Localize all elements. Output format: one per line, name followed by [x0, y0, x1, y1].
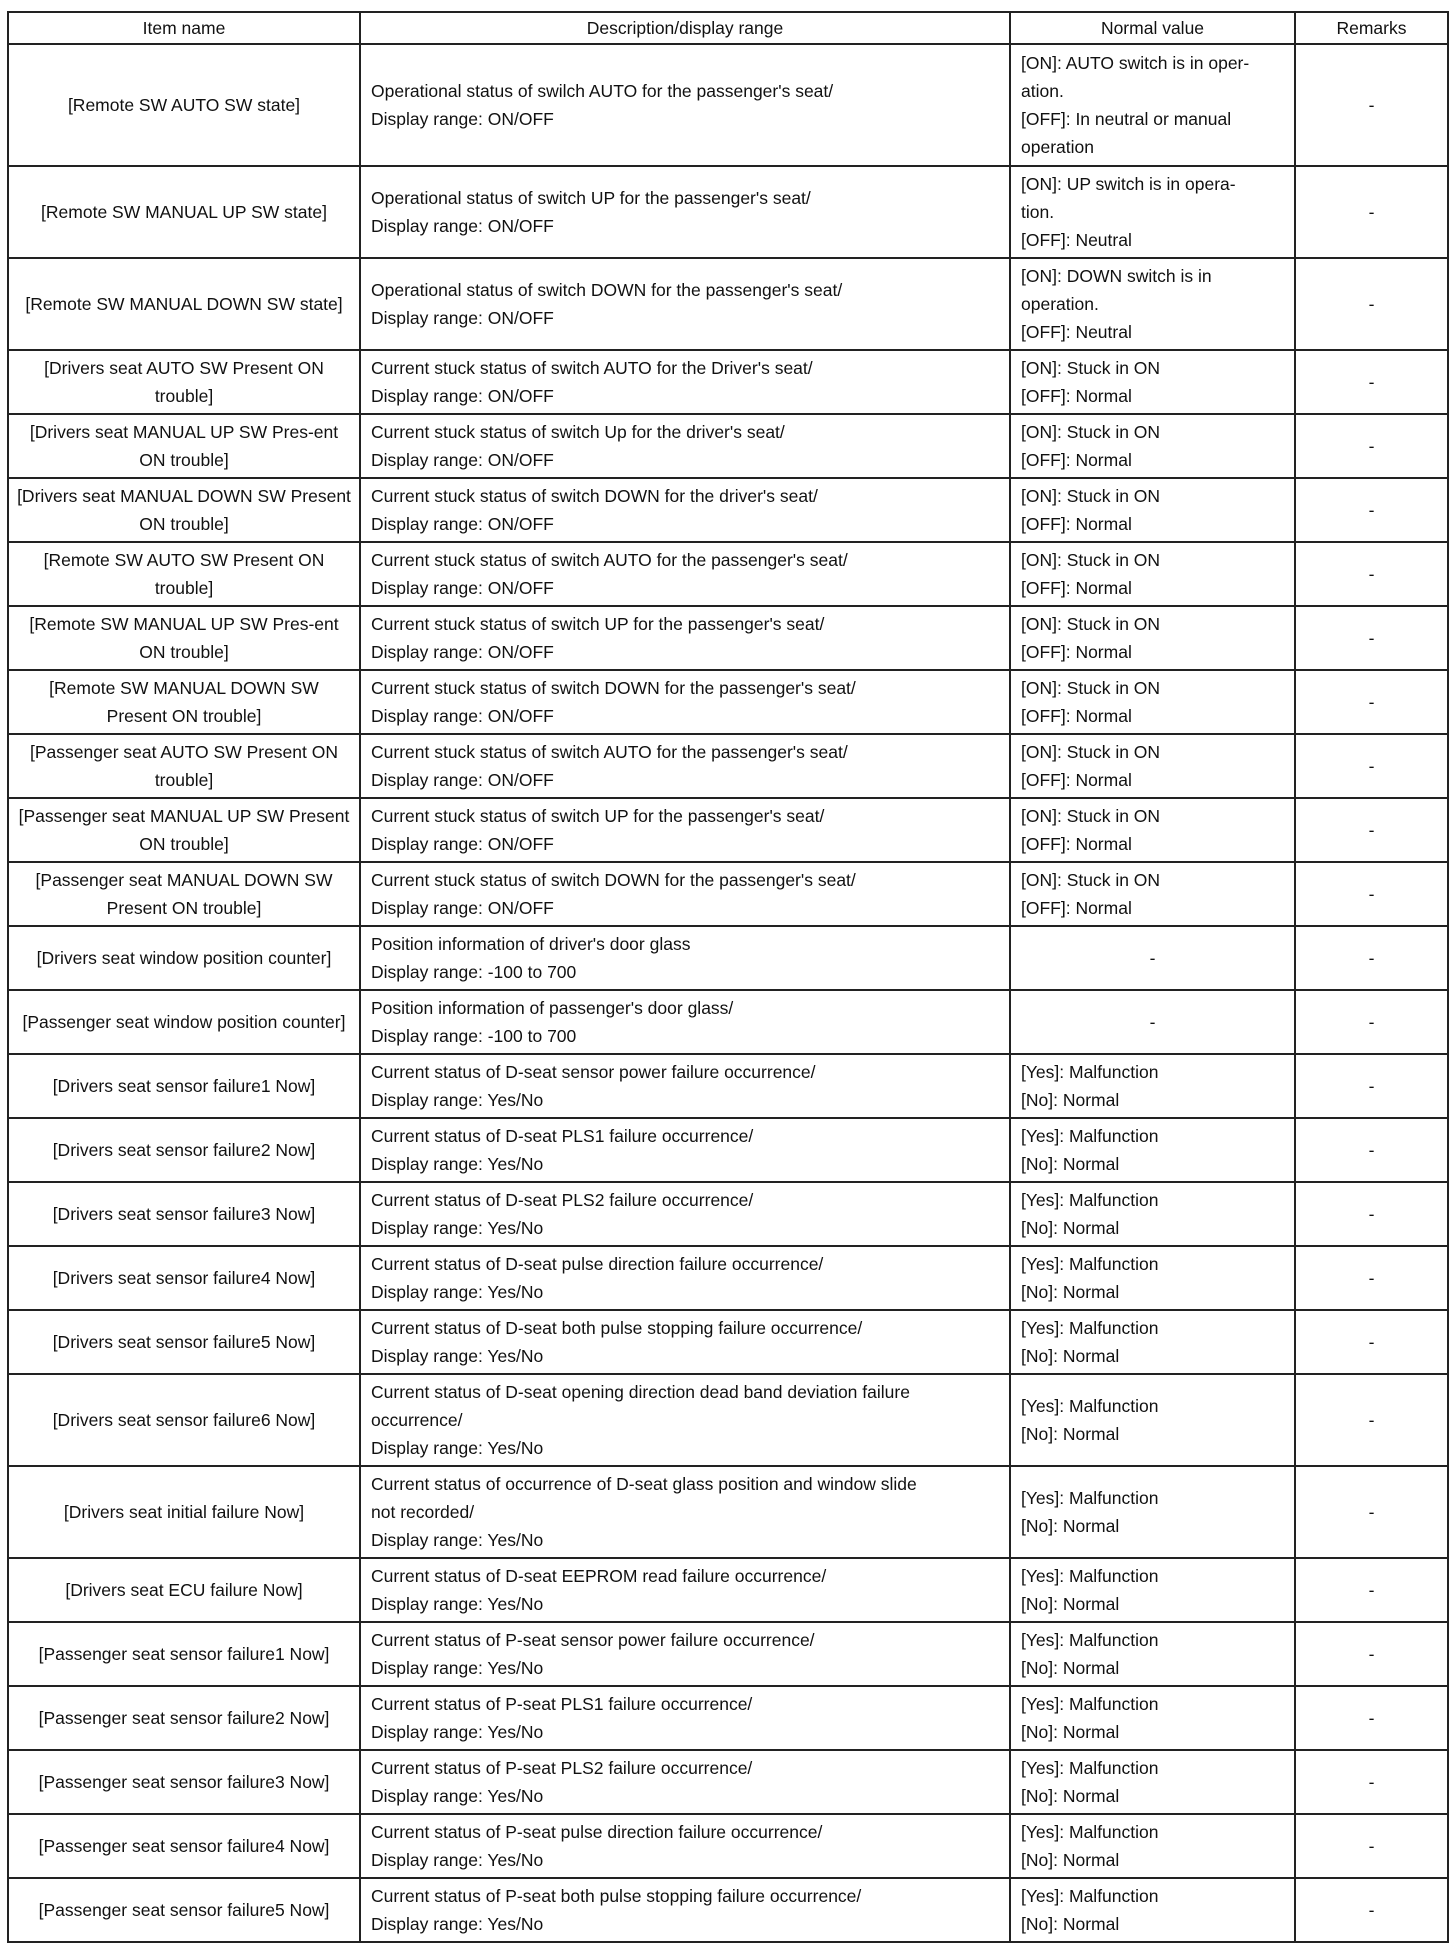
normal-value-line: [No]: Normal	[1021, 1722, 1120, 1742]
description-cell	[360, 606, 1010, 670]
normal-value-line: [No]: Normal	[1021, 1914, 1120, 1934]
description-line: Current stuck status of switch UP for the passenger's seat/	[371, 614, 825, 634]
description-line: Display range: ON/OFF	[371, 308, 554, 328]
remarks-cell: -	[1295, 1246, 1448, 1310]
remarks-cell: -	[1295, 1878, 1448, 1942]
table-body	[8, 44, 1448, 1942]
table-row	[8, 1878, 1448, 1942]
remarks-cell: -	[1295, 1750, 1448, 1814]
description-line: Current status of P-seat both pulse stopping failure occurrence/	[371, 1886, 862, 1906]
normal-value-cell	[1010, 798, 1295, 862]
header-item-name: Item name	[8, 12, 360, 44]
remarks-cell: -	[1295, 734, 1448, 798]
table-row	[8, 166, 1448, 258]
normal-value-line: [ON]: Stuck in ON	[1021, 742, 1161, 762]
normal-value-line: [No]: Normal	[1021, 1850, 1120, 1870]
table-row	[8, 926, 1448, 990]
normal-value-cell	[1010, 1182, 1295, 1246]
description-line: Display range: Yes/No	[371, 1530, 544, 1550]
item-name-cell: [Passenger seat MANUAL DOWN SW Present ON trouble]	[8, 862, 360, 926]
description-line: Display range: ON/OFF	[371, 216, 554, 236]
normal-value-line: [OFF]: Normal	[1021, 706, 1132, 726]
normal-value-line: [Yes]: Malfunction	[1021, 1254, 1159, 1274]
normal-value-cell	[1010, 1466, 1295, 1558]
normal-value-line: [OFF]: Normal	[1021, 578, 1132, 598]
normal-value-line: [No]: Normal	[1021, 1218, 1120, 1238]
description-line: Current stuck status of switch Up for the driver's seat/	[371, 422, 785, 442]
normal-value-line: [Yes]: Malfunction	[1021, 1758, 1159, 1778]
normal-value-line: [OFF]: Neutral	[1021, 322, 1132, 342]
description-line: Display range: -100 to 700	[371, 1026, 577, 1046]
description-line: Display range: ON/OFF	[371, 834, 554, 854]
description-line: Display range: ON/OFF	[371, 386, 554, 406]
item-name-cell: [Drivers seat sensor failure5 Now]	[8, 1310, 360, 1374]
description-cell	[360, 1750, 1010, 1814]
description-line: Display range: Yes/No	[371, 1346, 544, 1366]
remarks-cell: -	[1295, 926, 1448, 990]
normal-value-line: [No]: Normal	[1021, 1786, 1120, 1806]
item-name-cell: [Drivers seat sensor failure6 Now]	[8, 1374, 360, 1466]
description-line: Current status of occurrence of D-seat glass position and window slide	[371, 1474, 917, 1494]
normal-value-cell	[1010, 670, 1295, 734]
table-row	[8, 670, 1448, 734]
table-row	[8, 734, 1448, 798]
header-remarks: Remarks	[1295, 12, 1448, 44]
remarks-cell: -	[1295, 670, 1448, 734]
remarks-cell: -	[1295, 478, 1448, 542]
normal-value-cell	[1010, 542, 1295, 606]
table-row	[8, 1686, 1448, 1750]
item-name-cell: [Drivers seat MANUAL UP SW Pres-ent ON trouble]	[8, 414, 360, 478]
normal-value-line: [ON]: Stuck in ON	[1021, 870, 1161, 890]
table-row	[8, 478, 1448, 542]
remarks-cell: -	[1295, 166, 1448, 258]
normal-value-line: ation.	[1021, 81, 1064, 101]
normal-value-line: operation	[1021, 137, 1094, 157]
description-line: Position information of passenger's door glass/	[371, 998, 734, 1018]
description-cell	[360, 798, 1010, 862]
description-line: Display range: Yes/No	[371, 1594, 544, 1614]
remarks-cell: -	[1295, 258, 1448, 350]
normal-value-line: operation.	[1021, 294, 1099, 314]
normal-value-cell	[1010, 350, 1295, 414]
normal-value-cell	[1010, 1374, 1295, 1466]
normal-value-line: [ON]: Stuck in ON	[1021, 678, 1161, 698]
table-row	[8, 1118, 1448, 1182]
description-line: Display range: Yes/No	[371, 1438, 544, 1458]
description-cell	[360, 1182, 1010, 1246]
description-line: Current status of P-seat PLS2 failure occurrence/	[371, 1758, 753, 1778]
normal-value-line: [ON]: Stuck in ON	[1021, 486, 1161, 506]
data-monitor-table	[7, 11, 1449, 1943]
remarks-cell: -	[1295, 1182, 1448, 1246]
description-line: Position information of driver's door glass	[371, 934, 691, 954]
normal-value-line: [OFF]: Normal	[1021, 386, 1132, 406]
remarks-cell: -	[1295, 414, 1448, 478]
normal-value-line: [ON]: Stuck in ON	[1021, 358, 1161, 378]
description-line: Current status of D-seat PLS2 failure occurrence/	[371, 1190, 754, 1210]
header-normal-value: Normal value	[1010, 12, 1295, 44]
description-line: Current status of P-seat pulse direction failure occurrence/	[371, 1822, 823, 1842]
table-row	[8, 1622, 1448, 1686]
description-line: Operational status of switch UP for the passenger's seat/	[371, 188, 811, 208]
table-row	[8, 1182, 1448, 1246]
description-line: Display range: Yes/No	[371, 1090, 544, 1110]
item-name-cell: [Remote SW MANUAL DOWN SW state]	[8, 258, 360, 350]
description-line: Display range: Yes/No	[371, 1850, 544, 1870]
description-line: Current status of D-seat opening direction dead band deviation failure	[371, 1382, 910, 1402]
table-row	[8, 1814, 1448, 1878]
remarks-cell: -	[1295, 798, 1448, 862]
description-cell	[360, 1466, 1010, 1558]
description-cell	[360, 414, 1010, 478]
description-line: Current stuck status of switch DOWN for the driver's seat/	[371, 486, 818, 506]
normal-value-line: -	[1149, 1012, 1156, 1032]
description-line: Display range: ON/OFF	[371, 450, 554, 470]
item-name-cell: [Remote SW MANUAL DOWN SW Present ON trouble]	[8, 670, 360, 734]
table-row	[8, 1558, 1448, 1622]
normal-value-cell	[1010, 1246, 1295, 1310]
normal-value-line: [ON]: Stuck in ON	[1021, 422, 1161, 442]
remarks-cell: -	[1295, 1686, 1448, 1750]
item-name-cell: [Drivers seat AUTO SW Present ON trouble]	[8, 350, 360, 414]
table-row	[8, 990, 1448, 1054]
description-cell	[360, 926, 1010, 990]
description-line: Display range: ON/OFF	[371, 109, 554, 129]
description-line: Display range: Yes/No	[371, 1282, 544, 1302]
remarks-cell: -	[1295, 1814, 1448, 1878]
normal-value-line: [No]: Normal	[1021, 1346, 1120, 1366]
description-cell	[360, 166, 1010, 258]
normal-value-line: tion.	[1021, 202, 1055, 222]
normal-value-cell	[1010, 926, 1295, 990]
item-name-cell: [Remote SW MANUAL UP SW Pres-ent ON trouble]	[8, 606, 360, 670]
description-line: Current status of D-seat EEPROM read failure occurrence/	[371, 1566, 827, 1586]
table-row	[8, 1466, 1448, 1558]
description-line: Current status of D-seat PLS1 failure occurrence/	[371, 1126, 754, 1146]
normal-value-line: [No]: Normal	[1021, 1594, 1120, 1614]
normal-value-cell	[1010, 44, 1295, 166]
normal-value-line: [No]: Normal	[1021, 1424, 1120, 1444]
normal-value-cell	[1010, 1878, 1295, 1942]
normal-value-line: [Yes]: Malfunction	[1021, 1318, 1159, 1338]
description-line: Current status of P-seat PLS1 failure occurrence/	[371, 1694, 753, 1714]
document-page	[7, 11, 1447, 1943]
item-name-cell: [Drivers seat ECU failure Now]	[8, 1558, 360, 1622]
remarks-cell: -	[1295, 1310, 1448, 1374]
description-line: occurrence/	[371, 1410, 463, 1430]
table-header-row	[8, 12, 1448, 44]
normal-value-cell	[1010, 1310, 1295, 1374]
item-name-cell: [Passenger seat MANUAL UP SW Present ON trouble]	[8, 798, 360, 862]
description-line: Current status of P-seat sensor power failure occurrence/	[371, 1630, 815, 1650]
description-line: Display range: ON/OFF	[371, 642, 554, 662]
description-cell	[360, 478, 1010, 542]
description-cell	[360, 1246, 1010, 1310]
remarks-cell: -	[1295, 606, 1448, 670]
remarks-cell: -	[1295, 1374, 1448, 1466]
item-name-cell: [Remote SW MANUAL UP SW state]	[8, 166, 360, 258]
normal-value-line: [Yes]: Malfunction	[1021, 1190, 1159, 1210]
description-line: Current stuck status of switch DOWN for the passenger's seat/	[371, 870, 856, 890]
normal-value-line: [No]: Normal	[1021, 1516, 1120, 1536]
normal-value-line: [Yes]: Malfunction	[1021, 1062, 1159, 1082]
normal-value-line: [ON]: DOWN switch is in	[1021, 266, 1212, 286]
description-line: Display range: Yes/No	[371, 1218, 544, 1238]
normal-value-cell	[1010, 1750, 1295, 1814]
remarks-cell: -	[1295, 990, 1448, 1054]
normal-value-line: [ON]: UP switch is in opera-	[1021, 174, 1236, 194]
item-name-cell: [Drivers seat sensor failure3 Now]	[8, 1182, 360, 1246]
item-name-cell: [Passenger seat AUTO SW Present ON trouble]	[8, 734, 360, 798]
normal-value-line: [Yes]: Malfunction	[1021, 1886, 1159, 1906]
description-cell	[360, 258, 1010, 350]
normal-value-cell	[1010, 1118, 1295, 1182]
table-row	[8, 1054, 1448, 1118]
normal-value-cell	[1010, 414, 1295, 478]
description-line: Current stuck status of switch AUTO for the passenger's seat/	[371, 742, 848, 762]
description-line: Display range: ON/OFF	[371, 578, 554, 598]
table-row	[8, 1374, 1448, 1466]
description-line: Display range: ON/OFF	[371, 770, 554, 790]
description-line: Display range: ON/OFF	[371, 706, 554, 726]
item-name-cell: [Drivers seat initial failure Now]	[8, 1466, 360, 1558]
normal-value-line: [Yes]: Malfunction	[1021, 1126, 1159, 1146]
description-cell	[360, 1054, 1010, 1118]
table-row	[8, 862, 1448, 926]
description-line: Current stuck status of switch AUTO for the Driver's seat/	[371, 358, 813, 378]
description-cell	[360, 990, 1010, 1054]
table-row	[8, 1750, 1448, 1814]
normal-value-line: [ON]: Stuck in ON	[1021, 550, 1161, 570]
description-line: Display range: Yes/No	[371, 1722, 544, 1742]
remarks-cell: -	[1295, 1054, 1448, 1118]
description-cell	[360, 542, 1010, 606]
normal-value-line: [Yes]: Malfunction	[1021, 1488, 1159, 1508]
item-name-cell: [Passenger seat window position counter]	[8, 990, 360, 1054]
description-cell	[360, 1814, 1010, 1878]
normal-value-line: [ON]: Stuck in ON	[1021, 614, 1161, 634]
item-name-cell: [Drivers seat MANUAL DOWN SW Present ON trouble]	[8, 478, 360, 542]
item-name-cell: [Passenger seat sensor failure3 Now]	[8, 1750, 360, 1814]
remarks-cell: -	[1295, 862, 1448, 926]
remarks-cell: -	[1295, 1118, 1448, 1182]
table-row	[8, 258, 1448, 350]
description-line: Display range: Yes/No	[371, 1658, 544, 1678]
normal-value-cell	[1010, 606, 1295, 670]
normal-value-line: [Yes]: Malfunction	[1021, 1396, 1159, 1416]
normal-value-cell	[1010, 734, 1295, 798]
description-line: not recorded/	[371, 1502, 475, 1522]
normal-value-line: [OFF]: In neutral or manual	[1021, 109, 1232, 129]
item-name-cell: [Passenger seat sensor failure2 Now]	[8, 1686, 360, 1750]
item-name-cell: [Passenger seat sensor failure5 Now]	[8, 1878, 360, 1942]
remarks-cell: -	[1295, 1622, 1448, 1686]
description-cell	[360, 1878, 1010, 1942]
description-cell	[360, 1118, 1010, 1182]
item-name-cell: [Remote SW AUTO SW Present ON trouble]	[8, 542, 360, 606]
remarks-cell: -	[1295, 542, 1448, 606]
item-name-cell: [Drivers seat sensor failure2 Now]	[8, 1118, 360, 1182]
item-name-cell: [Passenger seat sensor failure1 Now]	[8, 1622, 360, 1686]
description-line: Current status of D-seat pulse direction failure occurrence/	[371, 1254, 824, 1274]
description-line: Display range: Yes/No	[371, 1154, 544, 1174]
remarks-cell: -	[1295, 350, 1448, 414]
description-line: Current stuck status of switch DOWN for the passenger's seat/	[371, 678, 856, 698]
normal-value-line: [No]: Normal	[1021, 1282, 1120, 1302]
normal-value-line: [No]: Normal	[1021, 1090, 1120, 1110]
table-row	[8, 542, 1448, 606]
description-cell	[360, 350, 1010, 414]
remarks-cell: -	[1295, 44, 1448, 166]
item-name-cell: [Drivers seat sensor failure1 Now]	[8, 1054, 360, 1118]
normal-value-line: -	[1149, 948, 1156, 968]
table-row	[8, 1246, 1448, 1310]
normal-value-line: [No]: Normal	[1021, 1154, 1120, 1174]
normal-value-cell	[1010, 1622, 1295, 1686]
normal-value-cell	[1010, 1686, 1295, 1750]
description-line: Display range: Yes/No	[371, 1786, 544, 1806]
description-line: Operational status of swilch AUTO for the passenger's seat/	[371, 81, 834, 101]
description-line: Operational status of switch DOWN for the passenger's seat/	[371, 280, 843, 300]
header-description: Description/display range	[360, 12, 1010, 44]
item-name-cell: [Drivers seat sensor failure4 Now]	[8, 1246, 360, 1310]
normal-value-line: [OFF]: Normal	[1021, 514, 1132, 534]
item-name-cell: [Drivers seat window position counter]	[8, 926, 360, 990]
table-row	[8, 414, 1448, 478]
normal-value-line: [No]: Normal	[1021, 1658, 1120, 1678]
normal-value-line: [OFF]: Normal	[1021, 642, 1132, 662]
normal-value-line: [ON]: Stuck in ON	[1021, 806, 1161, 826]
description-cell	[360, 1622, 1010, 1686]
normal-value-cell	[1010, 166, 1295, 258]
normal-value-line: [Yes]: Malfunction	[1021, 1694, 1159, 1714]
description-cell	[360, 734, 1010, 798]
normal-value-line: [OFF]: Normal	[1021, 834, 1132, 854]
normal-value-line: [OFF]: Normal	[1021, 770, 1132, 790]
normal-value-cell	[1010, 1054, 1295, 1118]
description-line: Display range: ON/OFF	[371, 898, 554, 918]
normal-value-cell	[1010, 990, 1295, 1054]
description-cell	[360, 1686, 1010, 1750]
table-row	[8, 44, 1448, 166]
normal-value-line: [OFF]: Neutral	[1021, 230, 1132, 250]
table-row	[8, 350, 1448, 414]
item-name-cell: [Remote SW AUTO SW state]	[8, 44, 360, 166]
remarks-cell: -	[1295, 1558, 1448, 1622]
normal-value-line: [OFF]: Normal	[1021, 450, 1132, 470]
description-line: Current status of D-seat sensor power failure occurrence/	[371, 1062, 816, 1082]
normal-value-line: [ON]: AUTO switch is in oper-	[1021, 53, 1250, 73]
remarks-cell: -	[1295, 1466, 1448, 1558]
description-line: Display range: -100 to 700	[371, 962, 577, 982]
description-line: Display range: ON/OFF	[371, 514, 554, 534]
normal-value-cell	[1010, 258, 1295, 350]
item-name-cell: [Passenger seat sensor failure4 Now]	[8, 1814, 360, 1878]
description-cell	[360, 1558, 1010, 1622]
normal-value-line: [Yes]: Malfunction	[1021, 1566, 1159, 1586]
table-row	[8, 1310, 1448, 1374]
description-line: Current stuck status of switch AUTO for the passenger's seat/	[371, 550, 848, 570]
normal-value-line: [OFF]: Normal	[1021, 898, 1132, 918]
description-line: Display range: Yes/No	[371, 1914, 544, 1934]
description-cell	[360, 44, 1010, 166]
table-row	[8, 798, 1448, 862]
table-row	[8, 606, 1448, 670]
description-line: Current status of D-seat both pulse stopping failure occurrence/	[371, 1318, 863, 1338]
normal-value-cell	[1010, 862, 1295, 926]
normal-value-line: [Yes]: Malfunction	[1021, 1630, 1159, 1650]
description-line: Current stuck status of switch UP for the passenger's seat/	[371, 806, 825, 826]
normal-value-cell	[1010, 478, 1295, 542]
normal-value-line: [Yes]: Malfunction	[1021, 1822, 1159, 1842]
normal-value-cell	[1010, 1814, 1295, 1878]
description-cell	[360, 1310, 1010, 1374]
description-cell	[360, 1374, 1010, 1466]
description-cell	[360, 670, 1010, 734]
description-cell	[360, 862, 1010, 926]
normal-value-cell	[1010, 1558, 1295, 1622]
